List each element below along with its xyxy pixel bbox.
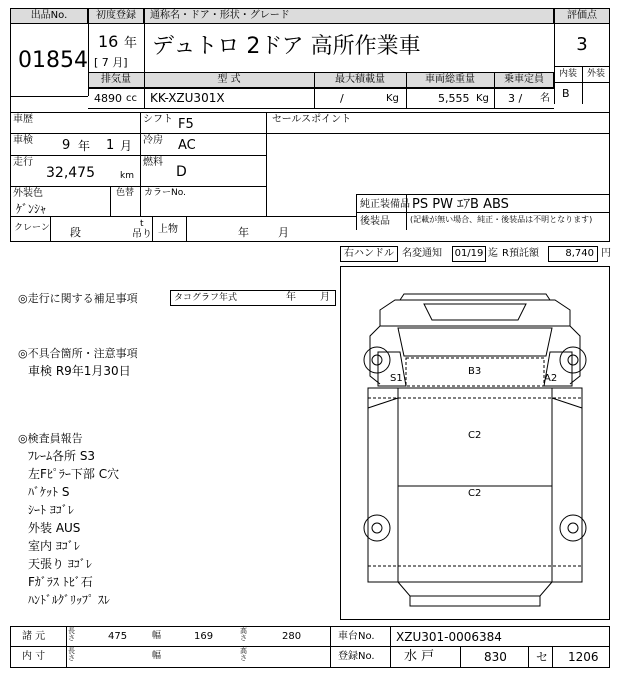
aftermarket-note: (記載が無い場合、純正・後装品は不明となります) <box>410 215 593 224</box>
chassis-number: XZU301-0006384 <box>396 630 502 644</box>
recycle-amount: 8,740 <box>565 248 594 259</box>
first-reg-year-unit: 年 <box>124 36 138 51</box>
damage-mark-c2-front: C2 <box>468 430 482 441</box>
name-change-suffix: 迄 <box>488 248 498 259</box>
in-height-label: 高さ <box>240 647 247 662</box>
reg-region: 水 戸 <box>404 649 435 664</box>
recycle-unit: 円 <box>601 248 611 259</box>
inspector-line-4: ｼｰﾄ ﾖｺﾞﾚ <box>28 503 74 517</box>
crane-t: t <box>140 219 144 229</box>
color-no-label: カラーNo. <box>144 188 186 198</box>
first-reg-month: [ 7 月] <box>94 56 128 69</box>
inspector-report-label: ◎検査員報告 <box>18 432 83 445</box>
damage-mark-a2: A2 <box>544 373 558 384</box>
history-label: 車歴 <box>13 114 33 125</box>
in-length-label: 長さ <box>68 647 75 662</box>
upper-month-unit: 月 <box>278 226 289 239</box>
max-load-label: 最大積載量 <box>335 74 385 85</box>
equipment-value: PS PW ｴｱB ABS <box>412 197 509 212</box>
chassis-label: 車台No. <box>338 631 375 642</box>
mileage-label: 走行 <box>13 157 33 168</box>
capacity-unit: 名 <box>540 93 550 104</box>
ac-value: AC <box>178 138 196 153</box>
lot-number: 01854 <box>18 48 88 73</box>
inspection-year: 9 <box>62 138 71 153</box>
defect-notes-label: ◎不具合箇所・注意事項 <box>18 347 138 360</box>
reg-label: 登録No. <box>338 651 375 662</box>
height-value: 280 <box>282 631 302 642</box>
crane-label: クレーン <box>14 223 50 233</box>
inspection-label: 車検 <box>13 135 33 146</box>
equipment-label: 純正装備品 <box>360 199 410 210</box>
inspector-line-1: ﾌﾚｰﾑ各所 S3 <box>28 449 96 463</box>
lot-label: 出品No. <box>30 10 68 21</box>
color-value: ｹﾞﾝｼｬ <box>16 202 47 216</box>
footer-block <box>10 626 610 668</box>
inspector-line-2: 左Fﾋﾟﾗｰ下部 C穴 <box>28 467 120 481</box>
displacement-unit: cc <box>126 93 137 104</box>
shift-label: シフト <box>143 114 173 125</box>
ac-label: 冷房 <box>143 135 163 146</box>
interior-dim-label: 内 寸 <box>22 651 46 662</box>
interior-grade-label: 内装 <box>558 69 577 79</box>
tachograph-label: タコグラフ年式 <box>174 293 238 303</box>
score-value: 3 <box>576 34 588 55</box>
crane-stage-unit: 段 <box>70 226 81 239</box>
mileage-unit: km <box>120 171 134 181</box>
width-value: 169 <box>194 631 214 642</box>
tacho-month-unit: 月 <box>320 292 330 303</box>
upper-year-unit: 年 <box>238 226 249 239</box>
mileage-value: 32,475 <box>46 165 95 181</box>
inspector-line-5: 外装 AUS <box>28 521 81 535</box>
reg-number: 1206 <box>568 650 599 664</box>
inspection-year-unit: 年 <box>78 139 91 153</box>
damage-mark-b3: B3 <box>468 366 482 377</box>
width-label: 幅 <box>152 631 162 641</box>
score-label: 評価点 <box>567 10 597 21</box>
sales-point-label: セールスポイント <box>272 114 352 125</box>
reg-kana: セ <box>536 650 549 664</box>
name-change-date: 01/19 <box>454 248 484 259</box>
name-change-label: 名変通知 <box>402 248 442 259</box>
crane-lift-unit: 吊り <box>132 229 152 240</box>
defect-line-1: 車検 R9年1月30日 <box>28 364 131 378</box>
color-label: 外装色 <box>13 188 43 199</box>
inspection-month: 1 <box>106 138 115 153</box>
aftermarket-label: 後装品 <box>360 216 390 227</box>
shift-value: F5 <box>178 117 194 132</box>
capacity-label: 乗車定員 <box>504 74 544 85</box>
recycle-label: R預託額 <box>502 248 539 259</box>
height-label: 高さ <box>240 627 247 642</box>
model-value: KK-XZU301X <box>150 91 225 105</box>
max-load-value: / <box>340 92 344 105</box>
driving-notes-label: ◎走行に関する補足事項 <box>18 292 138 305</box>
displacement-value: 4890 <box>94 92 122 105</box>
inspector-line-7: 天張り ﾖｺﾞﾚ <box>28 557 92 571</box>
capacity-value: 3 / <box>508 92 523 105</box>
gross-weight-value: 5,555 <box>438 92 470 105</box>
tacho-year-unit: 年 <box>286 292 296 303</box>
vehicle-name: デュトロ 2ドア 高所作業車 <box>152 34 421 59</box>
color-change-label: 色替 <box>116 188 135 198</box>
exterior-grade-label: 外装 <box>586 69 605 79</box>
upper-label: 上物 <box>158 224 178 235</box>
length-label: 長さ <box>68 627 75 642</box>
model-label: 型 式 <box>217 74 241 85</box>
fuel-value: D <box>176 164 187 180</box>
damage-mark-s1: S1 <box>390 373 403 384</box>
spec-label: 諸 元 <box>22 631 46 642</box>
first-reg-label: 初度登録 <box>96 10 136 21</box>
inspector-line-3: ﾊﾞｹｯﾄ S <box>28 485 70 499</box>
inspector-line-6: 室内 ﾖｺﾞﾚ <box>28 539 80 553</box>
gross-weight-label: 車両総重量 <box>425 74 475 85</box>
inspector-line-9: ﾊﾝﾄﾞﾙｸﾞﾘｯﾌﾟ ｽﾚ <box>28 593 110 607</box>
gross-weight-unit: Kg <box>476 93 489 104</box>
in-width-label: 幅 <box>152 651 162 661</box>
reg-class: 830 <box>484 650 507 664</box>
max-load-unit: Kg <box>386 93 399 104</box>
first-reg-year: 16 <box>98 32 119 51</box>
fuel-label: 燃料 <box>143 157 163 168</box>
displacement-label: 排気量 <box>101 74 131 85</box>
vehicle-diagram <box>340 266 610 620</box>
inspector-line-8: Fｶﾞﾗｽ ﾄﾋﾞ石 <box>28 575 93 589</box>
name-label: 通称名・ドア・形状・グレード <box>150 10 290 21</box>
inspection-month-unit: 月 <box>120 139 133 153</box>
length-value: 475 <box>108 631 128 642</box>
damage-mark-c2-rear: C2 <box>468 488 482 499</box>
interior-grade: B <box>562 87 570 100</box>
drive-side: 右ハンドル <box>344 248 394 259</box>
